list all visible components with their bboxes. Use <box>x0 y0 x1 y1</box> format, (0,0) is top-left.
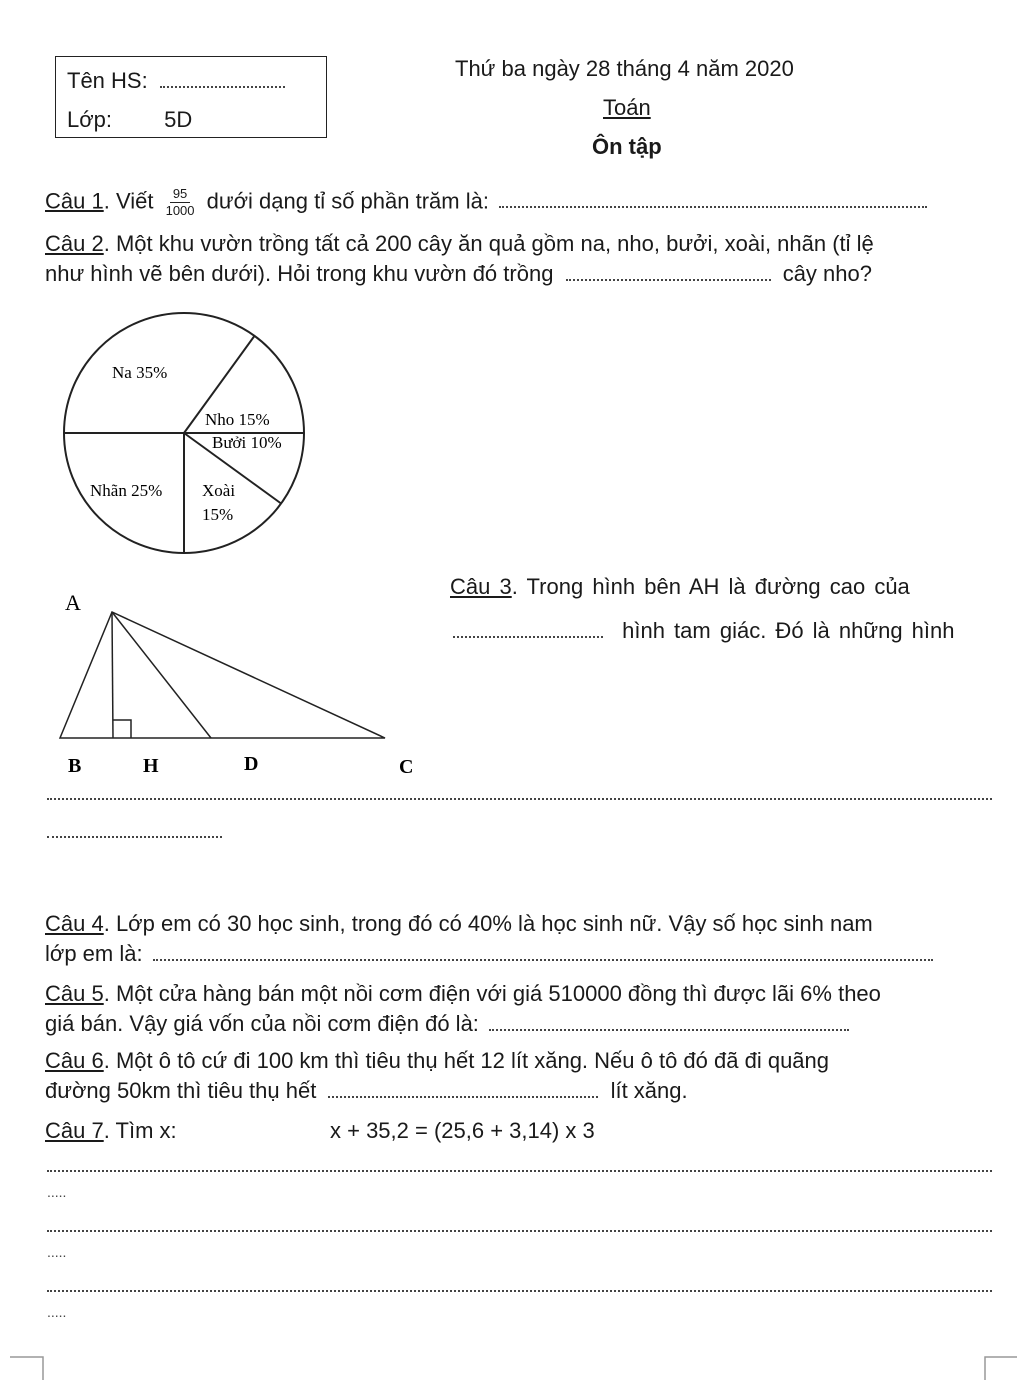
q5-line1: . Một cửa hàng bán một nồi cơm điện với giá 510000 đồng thì được lãi 6% theo <box>103 981 881 1006</box>
question-3-line2 <box>453 620 955 642</box>
student-name-row <box>67 70 285 92</box>
q1-label: Câu 1 <box>45 188 104 214</box>
q4-line2: lớp em là: <box>45 941 143 966</box>
question-6-line2 <box>45 1080 688 1102</box>
question-5-line2 <box>45 1013 849 1035</box>
q6-label: Câu 6 <box>45 1048 104 1073</box>
question-2-line2 <box>45 263 872 285</box>
q7-answer-line-1[interactable] <box>47 1170 992 1172</box>
q6-line2-after: lít xăng. <box>610 1078 688 1103</box>
q1-text-after: dưới dạng tỉ số phần trăm là: <box>206 188 489 214</box>
q7-answer-line-2[interactable] <box>47 1230 992 1232</box>
class-row <box>67 109 192 131</box>
q4-label: Câu 4 <box>45 911 104 936</box>
q2-line2-after: cây nho? <box>782 261 872 286</box>
q1-answer-blank[interactable] <box>499 206 927 208</box>
q7-short-dots-2: ..... <box>47 1244 67 1260</box>
pie-chart <box>55 300 315 560</box>
topic-title: Ôn tập <box>592 134 662 159</box>
q6-line2-before: đường 50km thì tiêu thụ hết <box>45 1078 317 1103</box>
q2-line1: . Một khu vườn trồng tất cả 200 cây ăn quả gồm na, nho, bưởi, xoài, nhãn (tỉ lệ <box>103 231 874 256</box>
q3-answer-line-2[interactable] <box>47 836 222 838</box>
vertex-d: D <box>244 753 259 775</box>
class-label: Lớp: <box>67 107 113 132</box>
q3-line1: . Trong hình bên AH là đường cao của <box>511 574 910 599</box>
pie-label-xoai: Xoài <box>202 481 236 500</box>
q3-label: Câu 3 <box>450 574 512 599</box>
q1-numerator: 95 <box>170 186 190 203</box>
question-4-line1 <box>45 913 873 935</box>
q7-answer-line-3[interactable] <box>47 1290 992 1292</box>
triangle-figure <box>55 580 435 790</box>
q7-short-dots-1: ..... <box>47 1184 67 1200</box>
q2-line2-before: như hình vẽ bên dưới). Hỏi trong khu vườn đó trồng <box>45 261 554 286</box>
pie-label-buoi: Bưởi 10% <box>212 433 282 452</box>
question-4-line2 <box>45 943 933 965</box>
segment-ad <box>112 612 211 738</box>
date-line: Thứ ba ngày 28 tháng 4 năm 2020 <box>455 56 794 81</box>
q6-line1: . Một ô tô cứ đi 100 km thì tiêu thụ hết 12 lít xăng. Nếu ô tô đó đã đi quãng <box>103 1048 830 1073</box>
vertex-b: B <box>68 755 82 777</box>
q3-line2: hình tam giác. Đó là những hình <box>622 618 955 643</box>
question-2-line1 <box>45 233 874 255</box>
pie-label-nho: Nho 15% <box>205 410 270 429</box>
pie-label-na: Na 35% <box>112 363 168 382</box>
q5-answer-blank[interactable] <box>489 1029 849 1031</box>
vertex-a: A <box>65 590 81 615</box>
question-7 <box>45 1120 177 1142</box>
right-angle-mark <box>113 720 131 738</box>
student-name-label: Tên HS: <box>67 68 148 93</box>
pie-label-xoai-percent: 15% <box>202 505 234 524</box>
question-3-line1 <box>450 576 910 598</box>
q3-answer-line-1[interactable] <box>47 798 992 800</box>
page-corner-left <box>10 1356 44 1380</box>
class-value: 5D <box>164 107 193 132</box>
vertex-h: H <box>143 755 159 777</box>
page-corner-right <box>984 1356 1018 1380</box>
q7-equation: x + 35,2 = (25,6 + 3,14) x 3 <box>330 1118 595 1143</box>
q4-answer-blank[interactable] <box>153 959 933 961</box>
question-5-line1 <box>45 983 881 1005</box>
question-6-line1 <box>45 1050 829 1072</box>
vertex-c: C <box>399 756 414 778</box>
q6-answer-blank[interactable] <box>328 1096 598 1098</box>
q7-text: . Tìm x: <box>103 1118 177 1143</box>
question-1 <box>45 186 927 219</box>
pie-label-nhan: Nhãn 25% <box>90 481 163 500</box>
q1-fraction <box>166 186 195 219</box>
q1-text-before: . Viết <box>103 188 154 214</box>
q7-short-dots-3: ..... <box>47 1304 67 1320</box>
q2-label: Câu 2 <box>45 231 104 256</box>
altitude-ah <box>112 612 113 738</box>
q2-answer-blank[interactable] <box>566 279 771 281</box>
q5-line2: giá bán. Vậy giá vốn của nồi cơm điện đó là: <box>45 1011 479 1036</box>
q4-line1: . Lớp em có 30 học sinh, trong đó có 40% là học sinh nữ. Vậy số học sinh nam <box>103 911 873 936</box>
q5-label: Câu 5 <box>45 981 104 1006</box>
triangle-abc <box>60 612 385 738</box>
q1-denominator: 1000 <box>165 203 195 218</box>
subject-title: Toán <box>603 95 651 120</box>
q3-answer-blank[interactable] <box>453 636 603 638</box>
q7-label: Câu 7 <box>45 1118 104 1143</box>
student-name-blank[interactable] <box>160 86 285 88</box>
